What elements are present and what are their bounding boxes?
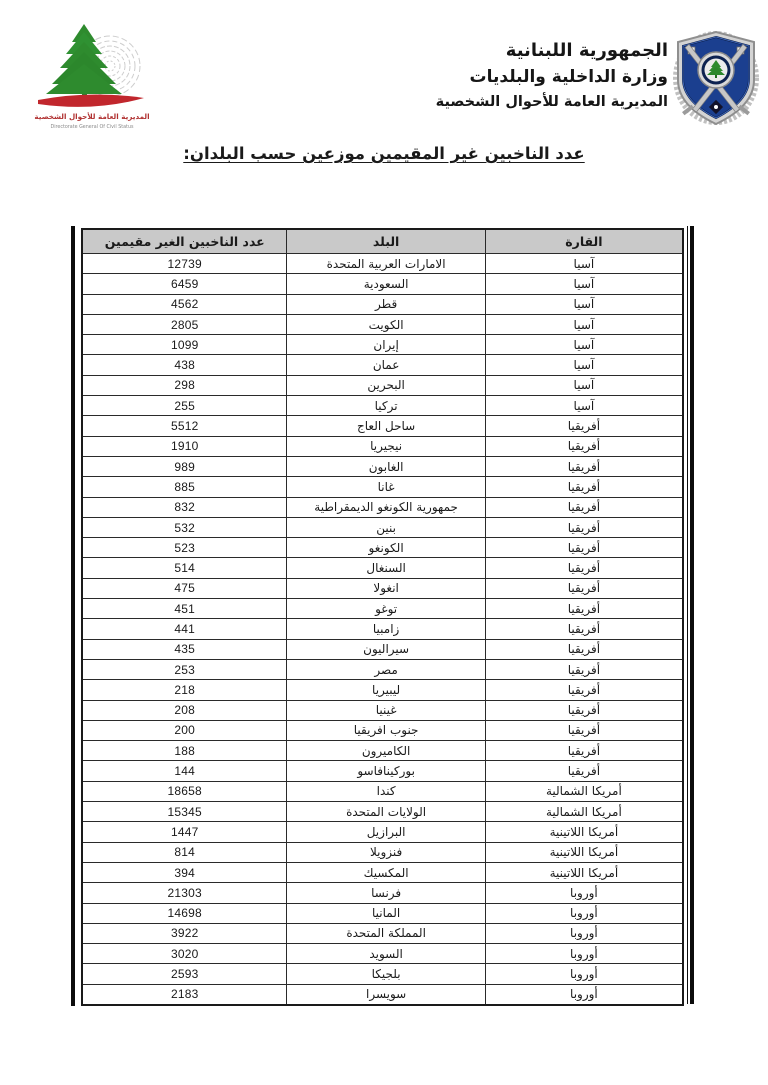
- country-cell: الولايات المتحدة: [287, 802, 485, 822]
- table-row: [82, 842, 683, 862]
- count-cell: 441: [82, 619, 287, 639]
- country-cell: قطر: [287, 294, 485, 314]
- country-cell: مصر: [287, 659, 485, 679]
- continent-cell: أفريقيا: [485, 416, 683, 436]
- country-cell: بلجيكا: [287, 964, 485, 984]
- continent-cell: أفريقيا: [485, 477, 683, 497]
- table-row: [82, 254, 683, 274]
- count-cell: 885: [82, 477, 287, 497]
- count-cell: 18658: [82, 781, 287, 801]
- table-row: [82, 802, 683, 822]
- table-row: [82, 477, 683, 497]
- continent-cell: أوروبا: [485, 883, 683, 903]
- count-cell: 451: [82, 599, 287, 619]
- continent-cell: أفريقيا: [485, 558, 683, 578]
- table-row: [82, 599, 683, 619]
- left-logo-caption-ar: المديرية العامة للأحوال الشخصية: [34, 112, 150, 121]
- count-cell: 394: [82, 862, 287, 882]
- count-cell: 3922: [82, 923, 287, 943]
- country-cell: غينيا: [287, 700, 485, 720]
- continent-cell: أفريقيا: [485, 700, 683, 720]
- table-row: [82, 396, 683, 416]
- country-cell: عمان: [287, 355, 485, 375]
- table-right-thin-border: [687, 226, 688, 1004]
- table-row: [82, 984, 683, 1005]
- continent-column-header: القارة: [485, 229, 683, 254]
- table-row: [82, 375, 683, 395]
- country-cell: البحرين: [287, 375, 485, 395]
- continent-cell: آسيا: [485, 254, 683, 274]
- shield-cedar-emblem: [670, 28, 762, 132]
- table-row: [82, 923, 683, 943]
- continent-cell: أفريقيا: [485, 578, 683, 598]
- country-cell: الامارات العربية المتحدة: [287, 254, 485, 274]
- country-cell: ليبيريا: [287, 680, 485, 700]
- left-logo-caption-en: Directorate General Of Civil Status: [50, 125, 134, 130]
- continent-cell: أوروبا: [485, 923, 683, 943]
- country-cell: كندا: [287, 781, 485, 801]
- continent-cell: أفريقيا: [485, 538, 683, 558]
- continent-cell: أفريقيا: [485, 659, 683, 679]
- voters-table: [81, 228, 684, 1006]
- country-cell: المانيا: [287, 903, 485, 923]
- table-row: [82, 781, 683, 801]
- country-cell: فنزويلا: [287, 842, 485, 862]
- count-cell: 208: [82, 700, 287, 720]
- table-row: [82, 944, 683, 964]
- org-header: [436, 38, 668, 113]
- continent-cell: أفريقيا: [485, 436, 683, 456]
- count-cell: 2183: [82, 984, 287, 1005]
- country-cell: البرازيل: [287, 822, 485, 842]
- table-row: [82, 274, 683, 294]
- count-cell: 1447: [82, 822, 287, 842]
- voters-table-body: [82, 254, 683, 1005]
- table-row: [82, 456, 683, 476]
- table-row: [82, 761, 683, 781]
- continent-cell: أفريقيا: [485, 619, 683, 639]
- table-row: [82, 619, 683, 639]
- cedar-fingerprint-logo: [34, 20, 150, 138]
- continent-cell: أوروبا: [485, 903, 683, 923]
- table-row: [82, 355, 683, 375]
- country-cell: الغابون: [287, 456, 485, 476]
- count-cell: 5512: [82, 416, 287, 436]
- continent-cell: أوروبا: [485, 984, 683, 1005]
- table-row: [82, 659, 683, 679]
- count-cell: 4562: [82, 294, 287, 314]
- country-cell: إيران: [287, 335, 485, 355]
- table-row: [82, 436, 683, 456]
- continent-cell: أمريكا اللاتينية: [485, 862, 683, 882]
- country-cell: السنغال: [287, 558, 485, 578]
- table-row: [82, 639, 683, 659]
- table-row: [82, 578, 683, 598]
- continent-cell: آسيا: [485, 335, 683, 355]
- country-cell: الكاميرون: [287, 741, 485, 761]
- count-cell: 188: [82, 741, 287, 761]
- count-cell: 2593: [82, 964, 287, 984]
- count-cell: 253: [82, 659, 287, 679]
- count-cell: 15345: [82, 802, 287, 822]
- continent-cell: أمريكا اللاتينية: [485, 822, 683, 842]
- table-row: [82, 903, 683, 923]
- country-cell: غانا: [287, 477, 485, 497]
- continent-cell: آسيا: [485, 355, 683, 375]
- table-row: [82, 741, 683, 761]
- page-title: عدد الناخبين غير المقيمين موزعين حسب البلدان:: [183, 144, 585, 163]
- country-cell: سويسرا: [287, 984, 485, 1005]
- table-row: [82, 294, 683, 314]
- count-cell: 144: [82, 761, 287, 781]
- country-cell: السعودية: [287, 274, 485, 294]
- table-left-bold-border: [71, 226, 75, 1006]
- red-swoosh: [38, 94, 144, 106]
- table-row: [82, 497, 683, 517]
- country-cell: بنين: [287, 517, 485, 537]
- country-cell: فرنسا: [287, 883, 485, 903]
- continent-cell: آسيا: [485, 375, 683, 395]
- count-cell: 523: [82, 538, 287, 558]
- org-line-directorate: المديرية العامة للأحوال الشخصية: [435, 94, 668, 110]
- count-cell: 832: [82, 497, 287, 517]
- country-cell: المكسيك: [287, 862, 485, 882]
- count-column-header: عدد الناخبين الغير مقيمين: [82, 229, 287, 254]
- continent-cell: أمريكا الشمالية: [485, 802, 683, 822]
- country-cell: المملكة المتحدة: [287, 923, 485, 943]
- count-cell: 989: [82, 456, 287, 476]
- continent-cell: أفريقيا: [485, 680, 683, 700]
- count-cell: 514: [82, 558, 287, 578]
- continent-cell: أفريقيا: [485, 517, 683, 537]
- table-row: [82, 314, 683, 334]
- continent-cell: أمريكا اللاتينية: [485, 842, 683, 862]
- country-cell: السويد: [287, 944, 485, 964]
- count-cell: 12739: [82, 254, 287, 274]
- country-column-header: البلد: [287, 229, 485, 254]
- count-cell: 1910: [82, 436, 287, 456]
- continent-cell: أفريقيا: [485, 497, 683, 517]
- country-cell: الكويت: [287, 314, 485, 334]
- org-line-ministry: وزارة الداخلية والبلديات: [469, 67, 668, 87]
- table-row: [82, 700, 683, 720]
- count-cell: 200: [82, 720, 287, 740]
- continent-cell: أفريقيا: [485, 761, 683, 781]
- table-row: [82, 517, 683, 537]
- country-cell: تركيا: [287, 396, 485, 416]
- continent-cell: أفريقيا: [485, 456, 683, 476]
- table-row: [82, 416, 683, 436]
- country-cell: ساحل العاج: [287, 416, 485, 436]
- country-cell: توغو: [287, 599, 485, 619]
- continent-cell: أوروبا: [485, 964, 683, 984]
- org-line-republic: الجمهورية اللبنانية: [505, 40, 668, 61]
- count-cell: 21303: [82, 883, 287, 903]
- count-cell: 14698: [82, 903, 287, 923]
- country-cell: جمهورية الكونغو الديمقراطية: [287, 497, 485, 517]
- count-cell: 438: [82, 355, 287, 375]
- continent-cell: أفريقيا: [485, 741, 683, 761]
- country-cell: بوركينافاسو: [287, 761, 485, 781]
- continent-cell: أمريكا الشمالية: [485, 781, 683, 801]
- continent-cell: آسيا: [485, 314, 683, 334]
- count-cell: 298: [82, 375, 287, 395]
- continent-cell: أفريقيا: [485, 599, 683, 619]
- country-cell: زامبيا: [287, 619, 485, 639]
- count-cell: 2805: [82, 314, 287, 334]
- count-cell: 255: [82, 396, 287, 416]
- continent-cell: آسيا: [485, 274, 683, 294]
- count-cell: 1099: [82, 335, 287, 355]
- continent-cell: آسيا: [485, 396, 683, 416]
- continent-cell: آسيا: [485, 294, 683, 314]
- table-row: [82, 883, 683, 903]
- table-row: [82, 335, 683, 355]
- table-row: [82, 822, 683, 842]
- table-header-row: [82, 229, 683, 254]
- table-row: [82, 862, 683, 882]
- table-row: [82, 558, 683, 578]
- count-cell: 218: [82, 680, 287, 700]
- country-cell: جنوب افريقيا: [287, 720, 485, 740]
- table-row: [82, 964, 683, 984]
- country-cell: الكونغو: [287, 538, 485, 558]
- count-cell: 3020: [82, 944, 287, 964]
- continent-cell: أفريقيا: [485, 639, 683, 659]
- count-cell: 6459: [82, 274, 287, 294]
- table-right-bold-border: [690, 226, 694, 1004]
- cedar-tree-icon: [46, 24, 122, 102]
- count-cell: 475: [82, 578, 287, 598]
- country-cell: نيجيريا: [287, 436, 485, 456]
- country-cell: انغولا: [287, 578, 485, 598]
- voters-table-container: [81, 228, 684, 1006]
- table-row: [82, 680, 683, 700]
- table-row: [82, 720, 683, 740]
- count-cell: 435: [82, 639, 287, 659]
- country-cell: سيراليون: [287, 639, 485, 659]
- continent-cell: أوروبا: [485, 944, 683, 964]
- table-row: [82, 538, 683, 558]
- continent-cell: أفريقيا: [485, 720, 683, 740]
- count-cell: 532: [82, 517, 287, 537]
- count-cell: 814: [82, 842, 287, 862]
